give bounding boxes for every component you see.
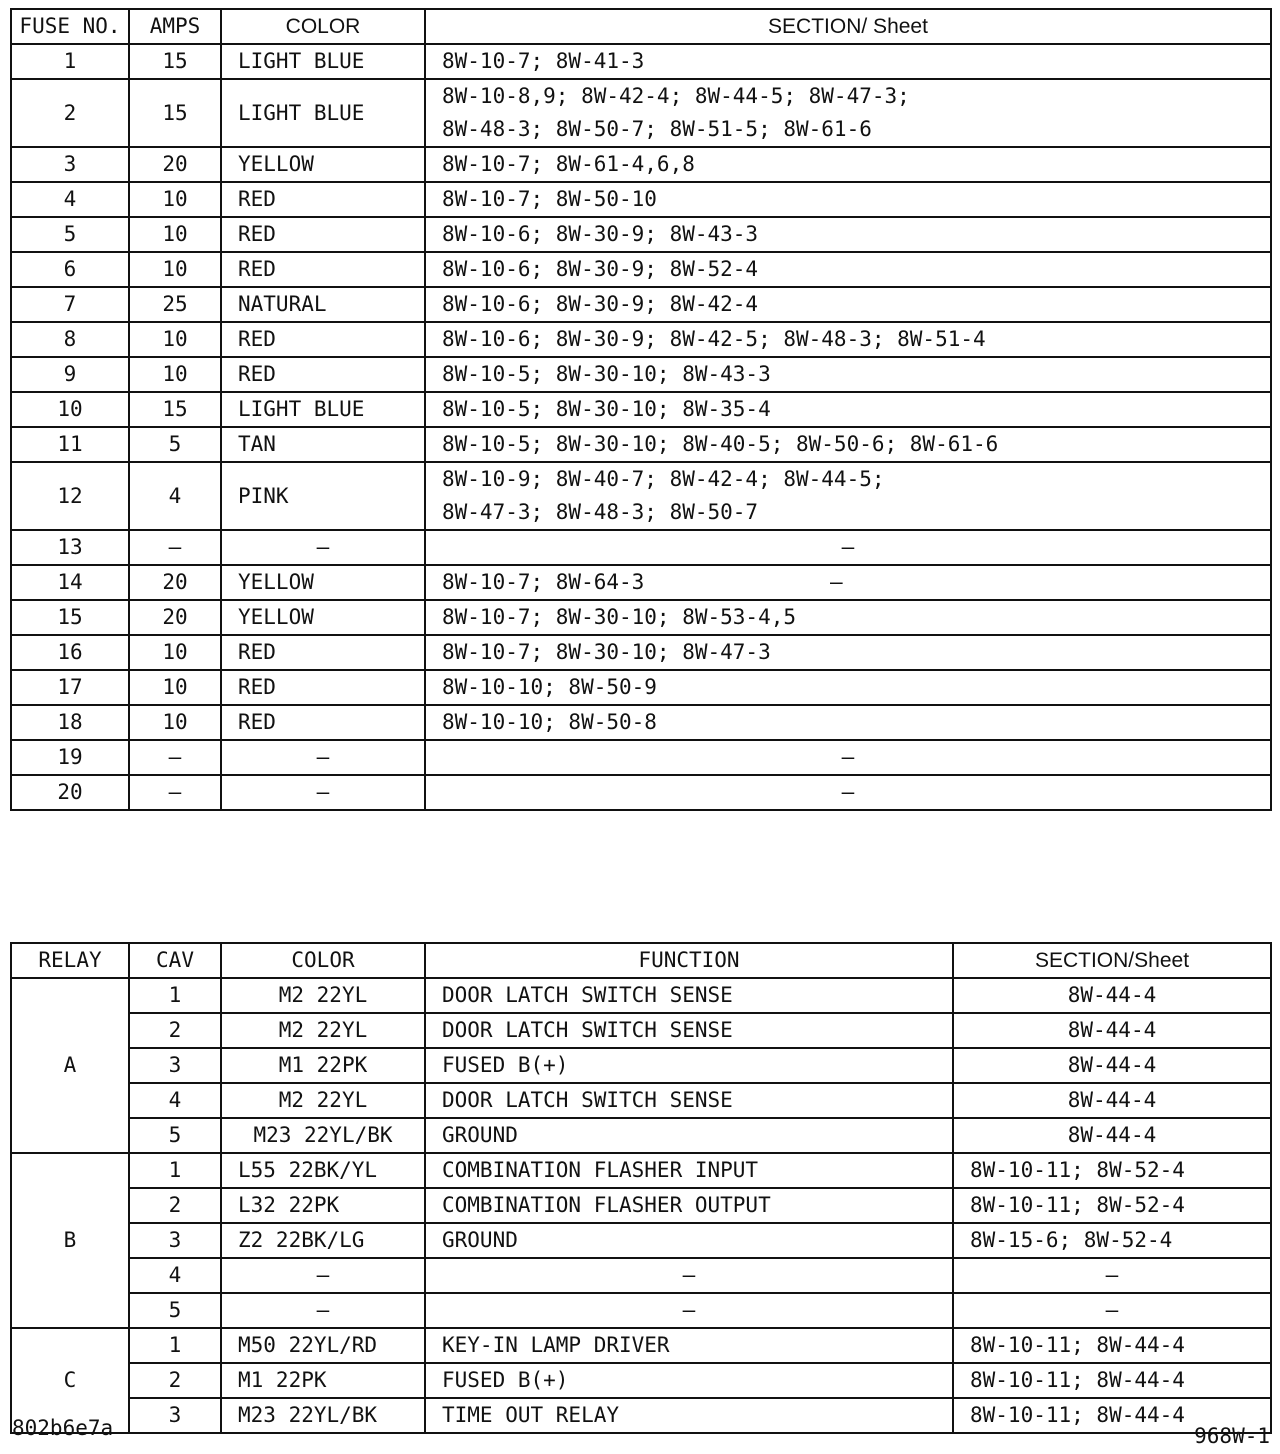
fuse-table-body — [11, 44, 1271, 810]
fuse-section-line: – — [841, 780, 855, 804]
fuse-row — [11, 252, 1271, 287]
fuse-section-line: 8W-10-6; 8W-30-9; 8W-42-4 — [442, 292, 759, 316]
relay-row — [11, 1223, 1271, 1258]
relay-function: GROUND — [425, 1223, 953, 1258]
relay-wire-color: M2 22YL — [221, 1083, 425, 1118]
relay-wire-color: M23 22YL/BK — [221, 1398, 425, 1433]
relay-function: FUSED B(+) — [425, 1363, 953, 1398]
relay-row — [11, 1153, 1271, 1188]
fuse-color: – — [221, 775, 425, 810]
relay-cavity: 4 — [129, 1083, 221, 1118]
fuse-amps: 10 — [129, 670, 221, 705]
fuse-amps: 15 — [129, 79, 221, 147]
header-color: COLOR — [221, 9, 425, 44]
fuse-section-line: 8W-10-10; 8W-50-9 — [442, 675, 657, 699]
fuse-number: 10 — [11, 392, 129, 427]
fuse-table-header — [11, 9, 1271, 44]
fuse-color: YELLOW — [221, 600, 425, 635]
fuse-section — [425, 462, 1271, 530]
relay-row — [11, 1188, 1271, 1223]
relay-row — [11, 1013, 1271, 1048]
fuse-section-line: 8W-10-9; 8W-40-7; 8W-42-4; 8W-44-5; — [442, 467, 885, 491]
fuse-amps: 15 — [129, 44, 221, 79]
fuse-section-line: 8W-48-3; 8W-50-7; 8W-51-5; 8W-61-6 — [442, 117, 872, 141]
fuse-color: YELLOW — [221, 147, 425, 182]
fuse-section — [425, 287, 1271, 322]
relay-function: COMBINATION FLASHER OUTPUT — [425, 1188, 953, 1223]
fuse-number: 20 — [11, 775, 129, 810]
fuse-number: 11 — [11, 427, 129, 462]
fuse-row — [11, 147, 1271, 182]
fuse-amps: 10 — [129, 705, 221, 740]
relay-wire-color: L55 22BK/YL — [221, 1153, 425, 1188]
relay-wire-color: M1 22PK — [221, 1048, 425, 1083]
fuse-section-line: 8W-10-10; 8W-50-8 — [442, 710, 657, 734]
fuse-section-line: 8W-10-5; 8W-30-10; 8W-40-5; 8W-50-6; 8W-61-6 — [442, 432, 999, 456]
relay-cavity: 2 — [129, 1013, 221, 1048]
fuse-color: TAN — [221, 427, 425, 462]
header-relay-section: SECTION/Sheet — [953, 943, 1271, 978]
fuse-section-line: 8W-10-6; 8W-30-9; 8W-43-3 — [442, 222, 759, 246]
relay-cavity: 5 — [129, 1118, 221, 1153]
relay-section: 8W-10-11; 8W-44-4 — [953, 1363, 1271, 1398]
fuse-section — [425, 357, 1271, 392]
fuse-amps: – — [129, 775, 221, 810]
fuse-number: 19 — [11, 740, 129, 775]
fuse-row — [11, 705, 1271, 740]
relay-cavity: 3 — [129, 1223, 221, 1258]
fuse-row — [11, 44, 1271, 79]
fuse-row — [11, 775, 1271, 810]
fuse-amps: 10 — [129, 217, 221, 252]
fuse-number: 2 — [11, 79, 129, 147]
fuse-number: 5 — [11, 217, 129, 252]
relay-function: – — [425, 1258, 953, 1293]
fuse-amps: 4 — [129, 462, 221, 530]
relay-section: 8W-44-4 — [953, 1118, 1271, 1153]
relay-function: – — [425, 1293, 953, 1328]
relay-cavity: 5 — [129, 1293, 221, 1328]
relay-section: – — [953, 1258, 1271, 1293]
footer-code: 802b6e7a — [12, 1416, 114, 1440]
fuse-section-line: 8W-10-8,9; 8W-42-4; 8W-44-5; 8W-47-3; — [442, 84, 910, 108]
footer-page-number: 968W-1 — [1194, 1424, 1270, 1448]
relay-row — [11, 1328, 1271, 1363]
relay-wire-color: L32 22PK — [221, 1188, 425, 1223]
relay-function: DOOR LATCH SWITCH SENSE — [425, 978, 953, 1013]
relay-function: FUSED B(+) — [425, 1048, 953, 1083]
relay-id: C — [11, 1328, 129, 1433]
fuse-row — [11, 740, 1271, 775]
fuse-number: 6 — [11, 252, 129, 287]
fuse-number: 13 — [11, 530, 129, 565]
header-section: SECTION/ Sheet — [425, 9, 1271, 44]
fuse-section — [425, 705, 1271, 740]
fuse-number: 18 — [11, 705, 129, 740]
fuse-section — [425, 740, 1271, 775]
fuse-row — [11, 462, 1271, 530]
fuse-section-line: 8W-10-6; 8W-30-9; 8W-52-4 — [442, 257, 759, 281]
relay-wire-color: – — [221, 1258, 425, 1293]
relay-section: 8W-44-4 — [953, 1013, 1271, 1048]
fuse-section — [425, 530, 1271, 565]
fuse-section-line: 8W-10-7; 8W-30-10; 8W-47-3 — [442, 640, 771, 664]
fuse-section — [425, 670, 1271, 705]
relay-id: A — [11, 978, 129, 1153]
relay-table-header — [11, 943, 1271, 978]
fuse-amps: 20 — [129, 147, 221, 182]
relay-cavity: 3 — [129, 1398, 221, 1433]
fuse-color: PINK — [221, 462, 425, 530]
relay-cavity: 4 — [129, 1258, 221, 1293]
fuse-color: LIGHT BLUE — [221, 44, 425, 79]
header-amps: AMPS — [129, 9, 221, 44]
fuse-section-line: 8W-10-7; 8W-64-3 — [442, 570, 645, 594]
fuse-color: RED — [221, 322, 425, 357]
fuse-number: 7 — [11, 287, 129, 322]
fuse-number: 17 — [11, 670, 129, 705]
fuse-section — [425, 565, 1271, 600]
fuse-color: RED — [221, 635, 425, 670]
relay-section: 8W-44-4 — [953, 1048, 1271, 1083]
header-function: FUNCTION — [425, 943, 953, 978]
fuse-section — [425, 635, 1271, 670]
relay-section: 8W-44-4 — [953, 1083, 1271, 1118]
relay-wire-color: M23 22YL/BK — [221, 1118, 425, 1153]
fuse-section-line: 8W-10-7; 8W-41-3 — [442, 49, 645, 73]
relay-row — [11, 1258, 1271, 1293]
relay-function: GROUND — [425, 1118, 953, 1153]
fuse-section — [425, 427, 1271, 462]
header-relay: RELAY — [11, 943, 129, 978]
fuse-row — [11, 357, 1271, 392]
fuse-color: RED — [221, 670, 425, 705]
relay-row — [11, 1363, 1271, 1398]
fuse-color: YELLOW — [221, 565, 425, 600]
relay-function: DOOR LATCH SWITCH SENSE — [425, 1083, 953, 1118]
fuse-row — [11, 79, 1271, 147]
relay-wire-color: M50 22YL/RD — [221, 1328, 425, 1363]
relay-wire-color: – — [221, 1293, 425, 1328]
relay-function: DOOR LATCH SWITCH SENSE — [425, 1013, 953, 1048]
fuse-amps: – — [129, 530, 221, 565]
relay-section: 8W-15-6; 8W-52-4 — [953, 1223, 1271, 1258]
fuse-section-line: 8W-47-3; 8W-48-3; 8W-50-7 — [442, 500, 759, 524]
relay-table — [10, 942, 1272, 1434]
relay-wire-color: M2 22YL — [221, 1013, 425, 1048]
fuse-amps: – — [129, 740, 221, 775]
fuse-section-line: 8W-10-7; 8W-50-10 — [442, 187, 657, 211]
fuse-color: LIGHT BLUE — [221, 79, 425, 147]
relay-cavity: 1 — [129, 1153, 221, 1188]
fuse-number: 16 — [11, 635, 129, 670]
fuse-color: NATURAL — [221, 287, 425, 322]
fuse-section-line: – — [841, 535, 855, 559]
fuse-row — [11, 530, 1271, 565]
fuse-section — [425, 217, 1271, 252]
fuse-row — [11, 322, 1271, 357]
fuse-number: 12 — [11, 462, 129, 530]
fuse-row — [11, 217, 1271, 252]
fuse-number: 14 — [11, 565, 129, 600]
fuse-amps: 25 — [129, 287, 221, 322]
relay-row — [11, 978, 1271, 1013]
relay-row — [11, 1083, 1271, 1118]
fuse-section — [425, 775, 1271, 810]
relay-wire-color: M2 22YL — [221, 978, 425, 1013]
relay-function: KEY-IN LAMP DRIVER — [425, 1328, 953, 1363]
relay-section: 8W-44-4 — [953, 978, 1271, 1013]
fuse-color: LIGHT BLUE — [221, 392, 425, 427]
relay-wire-color: M1 22PK — [221, 1363, 425, 1398]
fuse-section — [425, 79, 1271, 147]
fuse-row — [11, 182, 1271, 217]
fuse-section-line: 8W-10-7; 8W-30-10; 8W-53-4,5 — [442, 605, 797, 629]
fuse-number: 9 — [11, 357, 129, 392]
relay-row — [11, 1398, 1271, 1433]
fuse-section — [425, 392, 1271, 427]
fuse-section-line: 8W-10-5; 8W-30-10; 8W-35-4 — [442, 397, 771, 421]
relay-section: 8W-10-11; 8W-44-4 — [953, 1328, 1271, 1363]
relay-section: 8W-10-11; 8W-44-4 — [953, 1398, 1271, 1433]
fuse-number: 8 — [11, 322, 129, 357]
relay-table-body — [11, 978, 1271, 1433]
fuse-number: 15 — [11, 600, 129, 635]
fuse-color: RED — [221, 252, 425, 287]
fuse-table — [10, 8, 1272, 811]
fuse-amps: 10 — [129, 357, 221, 392]
header-cav: CAV — [129, 943, 221, 978]
fuse-section — [425, 44, 1271, 79]
fuse-amps: 10 — [129, 322, 221, 357]
fuse-amps: 5 — [129, 427, 221, 462]
fuse-amps: 15 — [129, 392, 221, 427]
relay-section: 8W-10-11; 8W-52-4 — [953, 1188, 1271, 1223]
fuse-section — [425, 600, 1271, 635]
relay-cavity: 2 — [129, 1363, 221, 1398]
fuse-section-line: 8W-10-6; 8W-30-9; 8W-42-5; 8W-48-3; 8W-51-4 — [442, 327, 986, 351]
fuse-color: RED — [221, 705, 425, 740]
fuse-section — [425, 147, 1271, 182]
fuse-color: RED — [221, 357, 425, 392]
fuse-amps: 10 — [129, 182, 221, 217]
relay-cavity: 1 — [129, 1328, 221, 1363]
fuse-number: 3 — [11, 147, 129, 182]
fuse-section-line: 8W-10-7; 8W-61-4,6,8 — [442, 152, 695, 176]
relay-row — [11, 1048, 1271, 1083]
fuse-color: – — [221, 530, 425, 565]
fuse-number: 1 — [11, 44, 129, 79]
fuse-amps: 20 — [129, 600, 221, 635]
fuse-section — [425, 252, 1271, 287]
fuse-color: RED — [221, 182, 425, 217]
fuse-amps: 10 — [129, 635, 221, 670]
fuse-section — [425, 322, 1271, 357]
fuse-row — [11, 635, 1271, 670]
fuse-section-trailing-dash: – — [830, 570, 843, 594]
relay-cavity: 3 — [129, 1048, 221, 1083]
fuse-section-line: – — [841, 745, 855, 769]
fuse-section-line: 8W-10-5; 8W-30-10; 8W-43-3 — [442, 362, 771, 386]
relay-section: 8W-10-11; 8W-52-4 — [953, 1153, 1271, 1188]
relay-wire-color: Z2 22BK/LG — [221, 1223, 425, 1258]
fuse-color: – — [221, 740, 425, 775]
fuse-color: RED — [221, 217, 425, 252]
fuse-number: 4 — [11, 182, 129, 217]
fuse-row — [11, 287, 1271, 322]
relay-section: – — [953, 1293, 1271, 1328]
relay-function: COMBINATION FLASHER INPUT — [425, 1153, 953, 1188]
fuse-section — [425, 182, 1271, 217]
relay-function: TIME OUT RELAY — [425, 1398, 953, 1433]
fuse-row — [11, 392, 1271, 427]
header-fuse-no: FUSE NO. — [11, 9, 129, 44]
relay-cavity: 2 — [129, 1188, 221, 1223]
header-relay-color: COLOR — [221, 943, 425, 978]
relay-row — [11, 1293, 1271, 1328]
fuse-amps: 10 — [129, 252, 221, 287]
fuse-row — [11, 565, 1271, 600]
fuse-row — [11, 600, 1271, 635]
relay-row — [11, 1118, 1271, 1153]
relay-id: B — [11, 1153, 129, 1328]
fuse-row — [11, 670, 1271, 705]
fuse-row — [11, 427, 1271, 462]
fuse-amps: 20 — [129, 565, 221, 600]
relay-cavity: 1 — [129, 978, 221, 1013]
